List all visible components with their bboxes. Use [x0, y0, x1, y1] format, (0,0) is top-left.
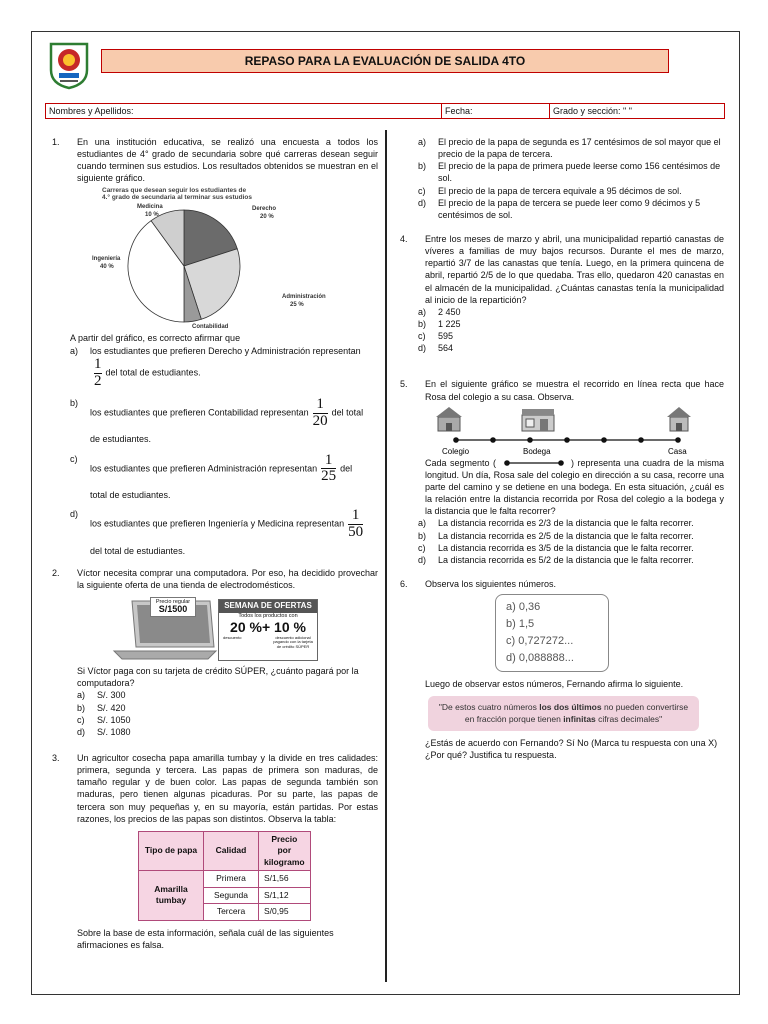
fecha-field[interactable] — [442, 104, 550, 118]
fecha-label: Fecha: — [445, 105, 473, 116]
option-c[interactable] — [70, 453, 378, 502]
question-number: 3. — [52, 752, 60, 763]
fraction-denominator: 25 — [321, 468, 337, 485]
option-letter: c) — [418, 185, 426, 196]
segment-text-post: ) representa una cuadra de la — [570, 457, 694, 468]
house-icon — [667, 407, 691, 431]
school-icon — [436, 407, 462, 431]
question-6 — [400, 578, 724, 590]
route-point — [527, 437, 533, 443]
option-text: S/. 1080 — [97, 726, 131, 737]
price-tag — [150, 597, 196, 617]
option-text: El precio de la papa de segunda es 17 centésimos de sol mayor que el precio de la papa de tercera. — [438, 137, 721, 160]
pie-label: 20 % — [260, 214, 274, 221]
fraction-denominator: 20 — [312, 412, 328, 429]
segment-text-pre: Cada segmento ( — [425, 457, 497, 468]
option-b[interactable] — [418, 530, 724, 542]
number-item: b) 1,5 — [506, 618, 535, 631]
option-text: El precio de la papa de primera puede leerse como 156 centésimos de sol. — [438, 161, 721, 184]
pie-label: Contabilidad — [192, 324, 229, 331]
option-text-post: del total — [331, 407, 364, 418]
option-letter: c) — [418, 542, 426, 553]
option-text: El precio de la papa de tercera se puede leer como 9 décimos y 5 centésimos de sol. — [438, 197, 701, 220]
question-text: Entre los meses de marzo y abril, una municipalidad repartió canastas de víveres a familias de muy bajos recursos. Durante el mes de marzo, repartió 3/7 de las canastas que tenía. Luego, en la primera quincena de abril, repartió 2/5 de lo que quedaba. Tras ello, quedaron 420 canastas en el almacén de la municipalidad. ¿Cuántas canastas tenía la municipalidad al inicio de la repartición? — [425, 233, 724, 305]
option-text: La distancia recorrida es 2/3 de la distancia que le falta recorrer. — [438, 518, 694, 529]
potato-price-table — [138, 831, 311, 921]
fraction — [321, 453, 336, 486]
option-letter: b) — [77, 702, 86, 713]
q5-text-2 — [425, 457, 724, 518]
pie-chart-title — [102, 187, 378, 203]
label-bodega: Bodega — [523, 446, 551, 456]
table-cell: S/1,12 — [259, 887, 311, 903]
fraction-numerator: 1 — [351, 507, 360, 524]
q6-question: ¿Estás de acuerdo con Fernando? Sí No (Marca tu respuesta con una X) ¿Por qué? Justifica tu respuesta. — [425, 738, 718, 761]
question-number: 6. — [400, 578, 408, 589]
left-column — [52, 136, 378, 951]
option-text-cont: del total de estudiantes. — [90, 545, 186, 556]
table-cell: S/1,56 — [259, 871, 311, 887]
pie-label: Medicina — [137, 204, 163, 211]
q5-question: misma longitud. Un día, Rosa sale del colegio en dirección a su casa, recorre una parte del camino y se detiene en una bodega. En esta situación, ¿cuál es la relación entre la distancia recorrida por Rosa del colegio a la bodega y la distancia que le falta recorrer? — [425, 457, 724, 517]
option-letter: b) — [70, 397, 79, 408]
right-column — [400, 136, 724, 762]
chart-title-line-2: 4.° grado de secundaria al terminar sus estudios — [102, 194, 252, 202]
q6-lead: Luego de observar estos números, Fernando afirma lo siguiente. — [425, 679, 684, 690]
pie-label: 10 % — [145, 212, 159, 219]
question-2 — [52, 567, 378, 591]
option-letter: c) — [418, 331, 426, 342]
grado-field[interactable] — [550, 104, 724, 118]
segment-icon — [503, 459, 565, 467]
fraction-denominator: 2 — [94, 373, 102, 390]
fraction-numerator: 1 — [94, 356, 102, 373]
question-number: 4. — [400, 233, 408, 244]
route-point — [638, 437, 644, 443]
option-d[interactable] — [418, 342, 724, 354]
option-letter: a) — [418, 518, 427, 529]
offer-footnotes — [219, 636, 317, 649]
route-diagram — [422, 403, 722, 457]
option-text: 2 450 — [438, 306, 461, 317]
option-text: 1 225 — [438, 318, 461, 329]
pie-label: 25 % — [290, 302, 304, 309]
option-text: los estudiantes que prefieren Administración representan — [90, 463, 318, 474]
option-a[interactable] — [418, 517, 724, 529]
option-text: La distancia recorrida es 5/2 de la distancia que le falta recorrer. — [438, 554, 694, 565]
fraction-numerator: 1 — [324, 451, 333, 468]
q2-options — [52, 689, 378, 738]
option-text: 564 — [438, 343, 454, 354]
store-icon — [522, 409, 554, 431]
question-number: 2. — [52, 567, 60, 578]
nombres-label: Nombres y Apellidos: — [49, 105, 134, 116]
route-point — [564, 437, 570, 443]
option-c[interactable] — [77, 714, 378, 726]
option-text-post: del total de estudiantes. — [105, 368, 201, 379]
option-d[interactable] — [70, 508, 378, 557]
option-letter: d) — [418, 343, 427, 354]
option-letter: a) — [418, 137, 427, 147]
q1-options — [52, 345, 378, 557]
option-text: La distancia recorrida es 2/5 de la distancia que le falta recorrer. — [438, 530, 694, 541]
option-letter: d) — [418, 197, 427, 208]
table-cell: S/0,95 — [259, 904, 311, 920]
fine-print: descuento adicional pagando con la tarjeta de crédito SÚPER — [273, 634, 313, 649]
option-text: S/. 300 — [97, 690, 126, 701]
route-point — [675, 437, 681, 443]
pie-label: Administración — [282, 294, 326, 301]
number-item: c) 0,727272... — [506, 635, 574, 648]
discount-note: descuento — [223, 634, 242, 640]
question-1 — [52, 136, 378, 185]
offer-title: SEMANA DE OFERTAS — [219, 600, 317, 613]
q3-instruction: Sobre la base de esta información, señala cuál de las siguientes afirmaciones es falsa. — [77, 927, 334, 950]
option-a[interactable] — [418, 136, 724, 160]
option-c[interactable] — [418, 330, 724, 342]
q4-options — [400, 306, 724, 355]
table-cell: Primera — [204, 871, 259, 887]
grado-label: Grado y sección: " " — [553, 105, 632, 116]
question-text: En una institución educativa, se realizó una encuesta a todos los estudiantes de 4° grado de secundaria sobre qué carreras desean seguir cuando terminen sus estudios. Los resultados obtenidos se muestran en el siguiente gráfico. — [77, 137, 378, 184]
fraction — [313, 397, 328, 430]
school-crest-icon — [45, 40, 93, 90]
question-number: 5. — [400, 379, 408, 390]
pie-label: Derecho — [252, 206, 277, 213]
table-header: Tipo de papa — [139, 831, 204, 870]
discount-1: 20 % — [230, 619, 262, 636]
option-text: El precio de la papa de tercera equivale a 95 décimos de sol. — [438, 185, 682, 196]
option-a[interactable] — [418, 306, 724, 318]
option-b[interactable] — [418, 160, 724, 184]
option-letter: b) — [418, 530, 427, 541]
fraction — [348, 508, 363, 541]
offer-subtitle: Todos los productos con — [238, 612, 298, 619]
quote-part: no pueden convertirse en fracción porque tienen — [464, 702, 689, 724]
option-b[interactable] — [77, 702, 378, 714]
label-casa: Casa — [668, 446, 687, 456]
option-text-cont: total de estudiantes. — [90, 490, 171, 501]
question-text: En el siguiente gráfico se muestra el recorrido en línea recta que hace Rosa del colegio a su casa. Observa. — [425, 379, 724, 402]
route-point — [490, 437, 496, 443]
option-c[interactable] — [418, 542, 724, 554]
offer-card — [218, 599, 318, 661]
question-3 — [52, 752, 378, 825]
table-header: Precio por kilogramo — [259, 831, 311, 870]
numbers-box — [495, 594, 609, 672]
price-tag-value: S/1500 — [158, 604, 188, 615]
page-title — [101, 49, 669, 73]
table-cell: Tercera — [204, 904, 259, 920]
option-text: los estudiantes que prefieren Derecho y Administración representan — [90, 346, 361, 357]
nombres-field[interactable] — [46, 104, 442, 118]
option-letter: a) — [418, 306, 427, 317]
option-letter: c) — [70, 453, 78, 464]
quote-part: "De estos cuatro números — [438, 702, 540, 713]
option-letter: b) — [418, 318, 427, 329]
option-text: S/. 420 — [97, 702, 126, 713]
option-letter: a) — [77, 690, 86, 701]
option-c[interactable] — [418, 185, 724, 197]
fraction-numerator: 1 — [316, 395, 324, 412]
option-d[interactable] — [77, 726, 378, 738]
option-d[interactable] — [418, 554, 724, 566]
pie-label: Ingeniería — [92, 256, 121, 263]
question-4 — [400, 233, 724, 306]
option-text: La distancia recorrida es 3/5 de la distancia que le falta recorrer. — [438, 542, 694, 553]
number-item: a) 0,36 — [506, 601, 541, 614]
question-5 — [400, 378, 724, 402]
column-divider — [385, 130, 387, 982]
quote-part: cifras decimales" — [595, 713, 663, 724]
question-text: Víctor necesita comprar una computadora. Por eso, ha decidido provechar la siguiente oferta de una tienda de electrodomésticos. — [77, 567, 378, 590]
q2-question: Si Víctor paga con su tarjeta de crédito SÚPER, ¿cuánto pagará por la computadora? — [77, 666, 359, 689]
option-letter: a) — [70, 346, 79, 357]
offer-discounts — [219, 620, 317, 635]
option-letter: d) — [418, 554, 427, 565]
option-letter: b) — [418, 161, 427, 172]
table-header: Calidad — [204, 831, 259, 870]
chart-title-line-1: Carreras que desean seguir los estudiantes de — [102, 186, 247, 194]
question-lead: A partir del gráfico, es correcto afirmar que — [70, 333, 241, 344]
offer-illustration — [110, 595, 378, 663]
fernando-quote — [428, 696, 699, 731]
option-text: 595 — [438, 331, 454, 342]
option-letter: d) — [70, 509, 79, 520]
option-text-post: del — [340, 463, 353, 474]
option-letter: c) — [77, 714, 85, 725]
fraction — [94, 357, 102, 390]
q3-options — [400, 136, 724, 221]
route-point — [601, 437, 607, 443]
option-text-cont: de estudiantes. — [90, 434, 152, 445]
option-a[interactable] — [77, 689, 378, 701]
option-d[interactable] — [418, 197, 724, 221]
option-b[interactable] — [418, 318, 724, 330]
discount-plus: + — [261, 619, 271, 636]
question-text: Un agricultor cosecha papa amarilla tumbay y la divide en tres calidades: primera, segunda y tercera. Las papas de primera son maduras, de tamaño regular y de buen color. Las papas de segunda también son maduras, pero tienen algunas picaduras. Por su parte, las papas de tercera son muy pequeñas y, en su mayoría, están partidas. Por estas razones, los precios de las papas son distintos. Observa la tabla: — [77, 752, 378, 824]
q5-options — [400, 517, 724, 566]
option-text: S/. 1050 — [97, 714, 131, 725]
pie-chart — [92, 202, 332, 332]
student-info-row — [45, 103, 725, 119]
number-item: d) 0,088888... — [506, 652, 574, 665]
option-letter: d) — [77, 726, 86, 737]
quote-bold: los dos últimos — [539, 702, 602, 713]
price-tag-label: Precio regular — [155, 599, 191, 606]
pie-label: 40 % — [100, 264, 114, 271]
option-b[interactable] — [70, 397, 378, 446]
question-text: Observa los siguientes números. — [425, 578, 557, 589]
table-cell-type: Amarilla tumbay — [139, 871, 204, 920]
question-number: 1. — [52, 137, 60, 147]
title-text: REPASO PARA LA EVALUACIÓN DE SALIDA 4TO — [244, 53, 526, 68]
table-cell: Segunda — [204, 887, 259, 903]
option-text: los estudiantes que prefieren Contabilidad representan — [90, 407, 309, 418]
discount-2: 10 % — [274, 619, 306, 636]
option-text: los estudiantes que prefieren Ingeniería y Medicina representan — [90, 518, 345, 529]
fraction-denominator: 50 — [348, 523, 364, 540]
label-colegio: Colegio — [442, 446, 470, 456]
route-point — [453, 437, 459, 443]
quote-bold: infinitas — [563, 713, 596, 724]
option-a[interactable] — [70, 345, 378, 390]
